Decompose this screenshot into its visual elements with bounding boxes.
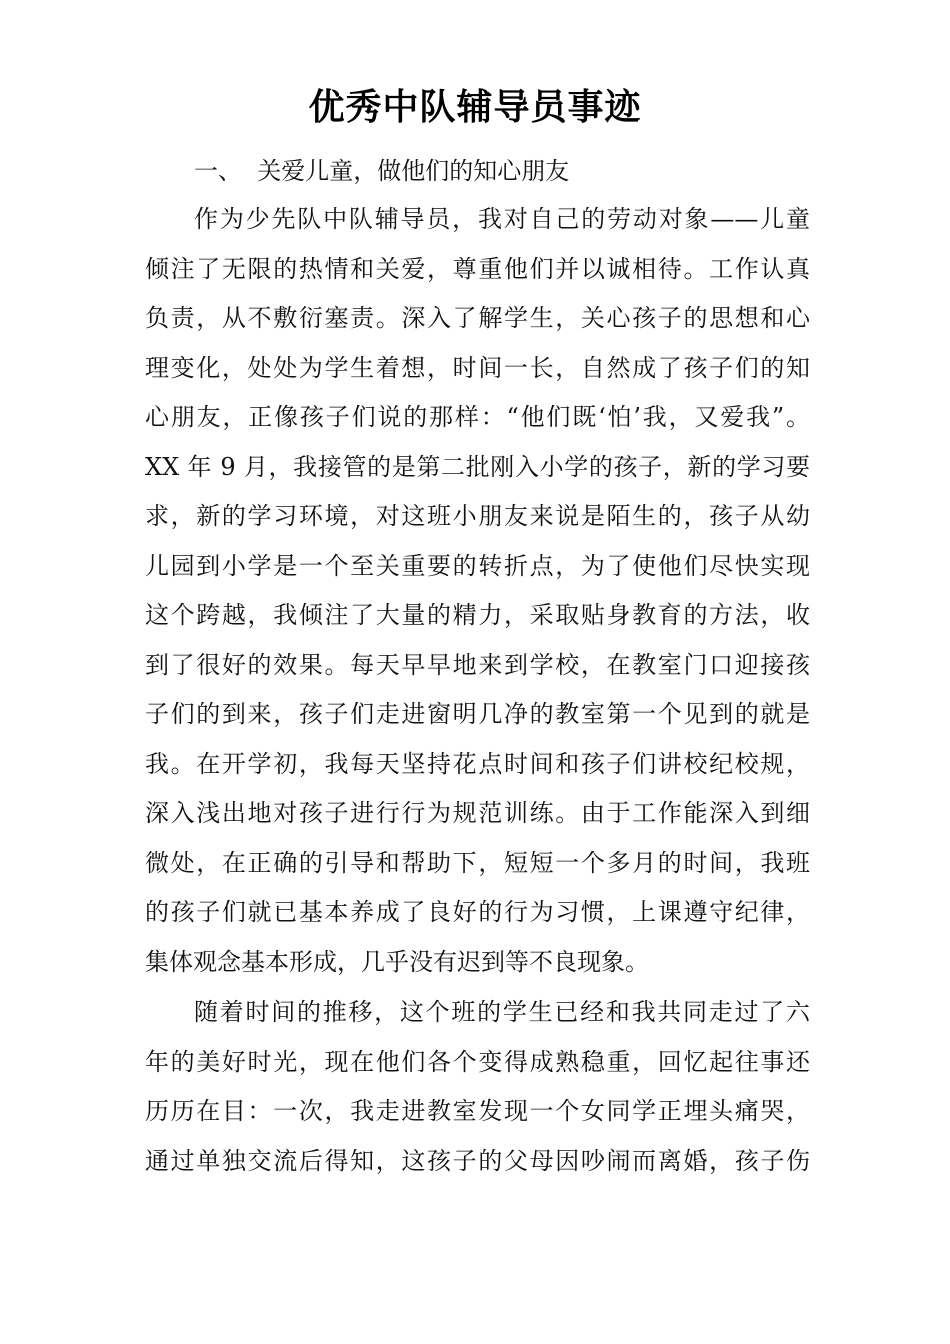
paragraph-line: 心朋友，正像孩子们说的那样：“他们既‘怕’我，又爱我”。 bbox=[145, 403, 810, 431]
paragraph-line: 负责，从不敷衍塞责。深入了解学生，关心孩子的思想和心 bbox=[145, 304, 810, 332]
paragraph-line: XX 年 9 月，我接管的是第二批刚入小学的孩子，新的学习要 bbox=[145, 452, 810, 481]
section-heading: 一、 关爱儿童，做他们的知心朋友 bbox=[194, 157, 570, 185]
paragraph-line: 的孩子们就已基本养成了良好的行为习惯，上课遵守纪律， bbox=[145, 898, 810, 926]
paragraph-line: 求，新的学习环境，对这班小朋友来说是陌生的，孩子从幼 bbox=[145, 502, 810, 530]
paragraph-line: 子们的到来，孩子们走进窗明几净的教室第一个见到的就是 bbox=[145, 700, 810, 728]
paragraph-line: 集体观念基本形成，几乎没有迟到等不良现象。 bbox=[145, 947, 649, 976]
paragraph-line: 我。在开学初，我每天坚持花点时间和孩子们讲校纪校规， bbox=[145, 749, 810, 778]
paragraph-line: 儿园到小学是一个至关重要的转折点，为了使他们尽快实现 bbox=[145, 551, 810, 580]
document-title: 优秀中队辅导员事迹 bbox=[308, 87, 642, 128]
paragraph-line: 作为少先队中队辅导员，我对自己的劳动对象——儿童 bbox=[194, 205, 810, 233]
paragraph-line: 微处，在正确的引导和帮助下，短短一个多月的时间，我班 bbox=[145, 848, 810, 877]
paragraph-line: 历历在目：一次，我走进教室发现一个女同学正埋头痛哭， bbox=[145, 1097, 810, 1125]
paragraph-line: 通过单独交流后得知，这孩子的父母因吵闹而离婚，孩子伤 bbox=[145, 1146, 810, 1175]
paragraph-line: 倾注了无限的热情和关爱，尊重他们并以诚相待。工作认真 bbox=[145, 254, 810, 283]
paragraph-line: 理变化，处处为学生着想，时间一长，自然成了孩子们的知 bbox=[145, 353, 810, 382]
paragraph-1 bbox=[145, 195, 810, 987]
paragraph-line: 到了很好的效果。每天早早地来到学校，在教室门口迎接孩 bbox=[145, 650, 810, 679]
paragraph-line: 年的美好时光，现在他们各个变得成熟稳重，回忆起往事还 bbox=[145, 1047, 810, 1076]
paragraph-line: 深入浅出地对孩子进行行为规范训练。由于工作能深入到细 bbox=[145, 799, 810, 827]
paragraph-line: 随着时间的推移，这个班的学生已经和我共同走过了六 bbox=[194, 998, 810, 1026]
paragraph-2 bbox=[145, 988, 810, 1186]
paragraph-line: 这个跨越，我倾注了大量的精力，采取贴身教育的方法，收 bbox=[145, 601, 810, 629]
